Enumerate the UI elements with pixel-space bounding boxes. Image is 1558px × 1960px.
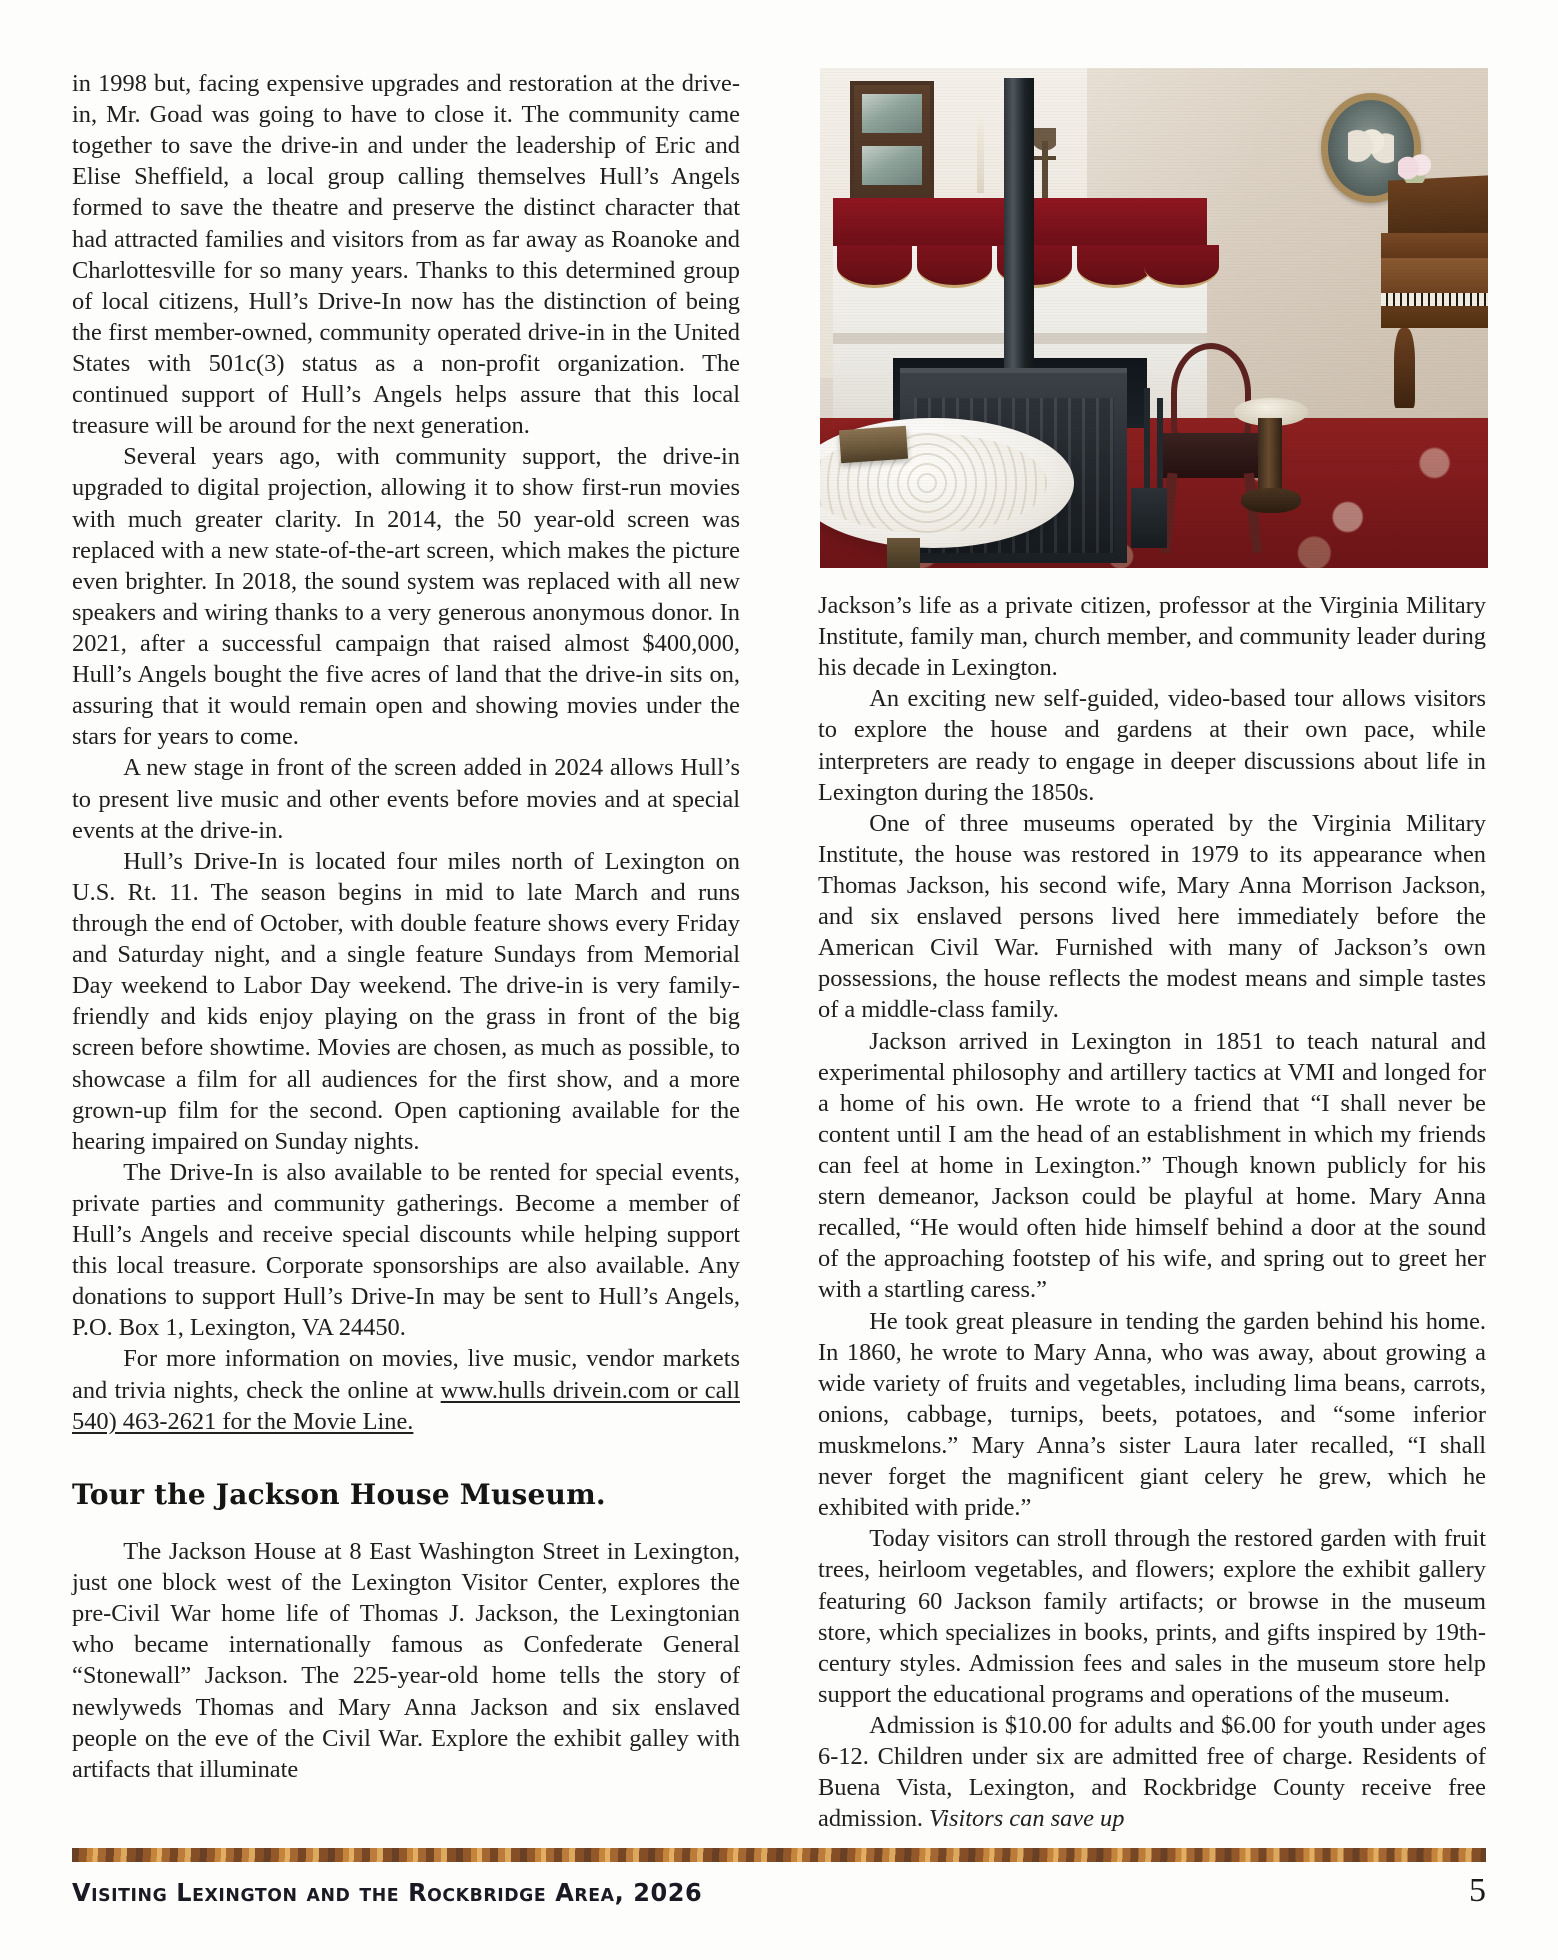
paragraph: Jackson’s life as a private citizen, professor at the Virginia Military Institute, family man, church member, and community leader during his decade in Lexington. [818,592,1486,682]
victorian-chair-back [1171,343,1251,443]
left-text-column-continued [72,1536,740,1785]
paragraph: The Drive-In is also available to be rented for special events, private parties and community gatherings. Become a member of Hull’s Angels and receive special discounts while helping support this local treasure. Corporate sponsorships are also available. Any donations to support Hull’s Drive-In may be sent to Hull’s Angels, P.O. Box 1, Lexington, VA 24450. [72,1158,740,1342]
paragraph-lead-text: Admission is $10.00 for adults and $6.00 for youth under ages 6-12. Children under six are admitted free of charge. Residents of Buena Vista, Lexington, and Rockbridge County receive free admission. [818,1711,1486,1833]
flower-arrangement [1398,153,1431,183]
piano-stool-column [1258,418,1282,498]
victorian-chair-seat [1157,433,1264,478]
fireplace-tool [1144,388,1150,488]
piano-keyboard [1381,293,1488,306]
window-pane-upper [862,94,922,133]
piano-stool-foot [1241,488,1301,513]
valance-scallop [1077,245,1152,288]
paragraph: The Jackson House at 8 East Washington Street in Lexington, just one block west of the Lexington Visitor Center, explores the pre-Civil War home life of Thomas J. Jackson, the Lexingtonian who became internationally famous as Confederate General “Stonewall” Jackson. The 225-year-old home tells the story of newlyweds Thomas and Mary Anna Jackson and six enslaved people on the eve of the Civil War. Explore the exhibit galley with artifacts that illuminate [72,1538,740,1783]
paragraph-with-italic-tail [818,1710,1486,1834]
paragraph: Today visitors can stroll through the restored garden with fruit trees, heirloom vegetables, and flowers; explore the exhibit gallery featuring 60 Jackson family artifacts; or browse in the museum store, which specializes in books, prints, and gifts inspired by 19th- century styles. Admission fees and sales in the museum store help support the educational programs and operations of the museum. [818,1525,1486,1708]
continued-italic-text: Visitors can save up [929,1805,1125,1833]
portrait-figures [1348,128,1395,173]
book-on-table [839,426,908,463]
piano-leg [1394,328,1414,408]
fireplace-tool [1157,398,1163,498]
coal-scuttle [1131,488,1168,548]
hulls-drivein-link[interactable]: www.hulls drivein.com or call 540) 463-2621 for the Movie Line. [72,1376,740,1435]
paragraph: One of three museums operated by the Virginia Military Institute, the house was restored in 1979 to its appearance when Thomas Jackson, his second wife, Mary Anna Morrison Jackson, and six enslaved persons lived here immediately before the American Civil War. Furnished with many of Jackson’s own possessions, the house reflects the modest means and simple tastes of a middle-class family. [818,809,1486,1024]
section-heading-jackson-house: Tour the Jackson House Museum. [72,1478,606,1511]
stove-pipe [1004,78,1035,388]
mantel-ornament [1034,128,1057,198]
table-leg [887,538,920,568]
footer-publication-title: Visiting Lexington and the Rockbridge Area, 2026 [72,1878,703,1907]
valance-scallop [917,245,992,288]
paragraph-lead-text: For more information on movies, live music, vendor markets and trivia nights, check the online at [72,1345,740,1404]
valance-scallop [1144,245,1219,288]
paragraph: in 1998 but, facing expensive upgrades and restoration at the drive-in, Mr. Goad was going to have to close it. The community came together to save the drive-in and under the leadership of Eric and Elise Sheffield, a local group calling themselves Hull’s Angels formed to save the theatre and preserve the distinct character that had attracted families and visitors from as far away as Roanoke and Charlottesville for so many years. Thanks to this determined group of local citizens, Hull’s Drive-In now has the distinction of being the first member-owned, community operated drive-in in the United States with 501c(3) status as a non-profit organization. The continued support of Hull’s Angels helps assure that this local treasure will be around for the next generation. [72,70,740,440]
paragraph: An exciting new self-guided, video-based tour allows visitors to explore the house and gardens at their own pace, while interpreters are ready to engage in deeper discussions about life in Lexington during the 1850s. [818,685,1486,806]
piano-music-rack [1388,175,1488,240]
paragraph-with-link [72,1343,740,1436]
left-text-column [72,68,740,1437]
right-text-column [818,590,1486,1834]
photo-canvas [820,68,1488,568]
footer-decorative-band [72,1848,1486,1862]
valance-scallop [837,245,912,288]
paragraph: Jackson arrived in Lexington in 1851 to teach natural and experimental philosophy and artillery tactics at VMI and longed for a home of his own. He wrote to a friend that “I shall never be content until I am the head of an establishment in which my friends can feel at home in Lexington.” Though known publicly for his stern demeanor, Jackson could be playful at home. Mary Anna recalled, “He would often hide himself behind a door at the sound of the approaching footstep of his wife, and spring out to greet her with a startling caress.” [818,1027,1486,1304]
window-panel [850,81,934,211]
parlor-interior-photo [820,68,1488,568]
piano-lid [1381,233,1488,261]
paragraph: Hull’s Drive-In is located four miles north of Lexington on U.S. Rt. 11. The season begins in mid to late March and runs through the end of October, with double feature shows every Friday and Saturday night, and a single feature Sundays from Memorial Day weekend to Labor Day weekend. The drive-in is very family-friendly and kids enjoy playing on the grass in front of the big screen before showtime. Movies are chosen, as much as possible, to showcase a film for all audiences for the first show, and a more grown-up film for the second. Open captioning available for the hearing impaired on Sunday nights. [72,847,740,1155]
paragraph: A new stage in front of the screen added in 2024 allows Hull’s to present live music and other events before movies and at special events at the drive-in. [72,754,740,844]
candlestick [977,113,984,193]
window-pane-lower [862,146,922,185]
page-number: 5 [1469,1872,1486,1909]
paragraph: Several years ago, with community support, the drive-in upgraded to digital projection, allowing it to show first-run movies with much greater clarity. In 2014, the 50 year-old screen was replaced with a new state-of-the-art screen, which makes the picture even brighter. In 2018, the sound system was replaced with all new speakers and wiring thanks to a very generous anonymous donor. In 2021, after a successful campaign that raised almost $400,000, Hull’s Angels bought the five acres of land that the drive-in sits on, assuring that it would remain open and showing movies under the stars for years to come. [72,443,740,751]
paragraph: He took great pleasure in tending the garden behind his home. In 1860, he wrote to Mary Anna, who was away, about growing a wide variety of fruits and vegetables, including lima beans, carrots, onions, cabbage, turnips, beets, potatoes, and “some inferior muskmelons.” Mary Anna’s sister Laura later recalled, “I shall never forget the magnificent giant celery he grew, which he exhibited with pride.” [818,1307,1486,1522]
